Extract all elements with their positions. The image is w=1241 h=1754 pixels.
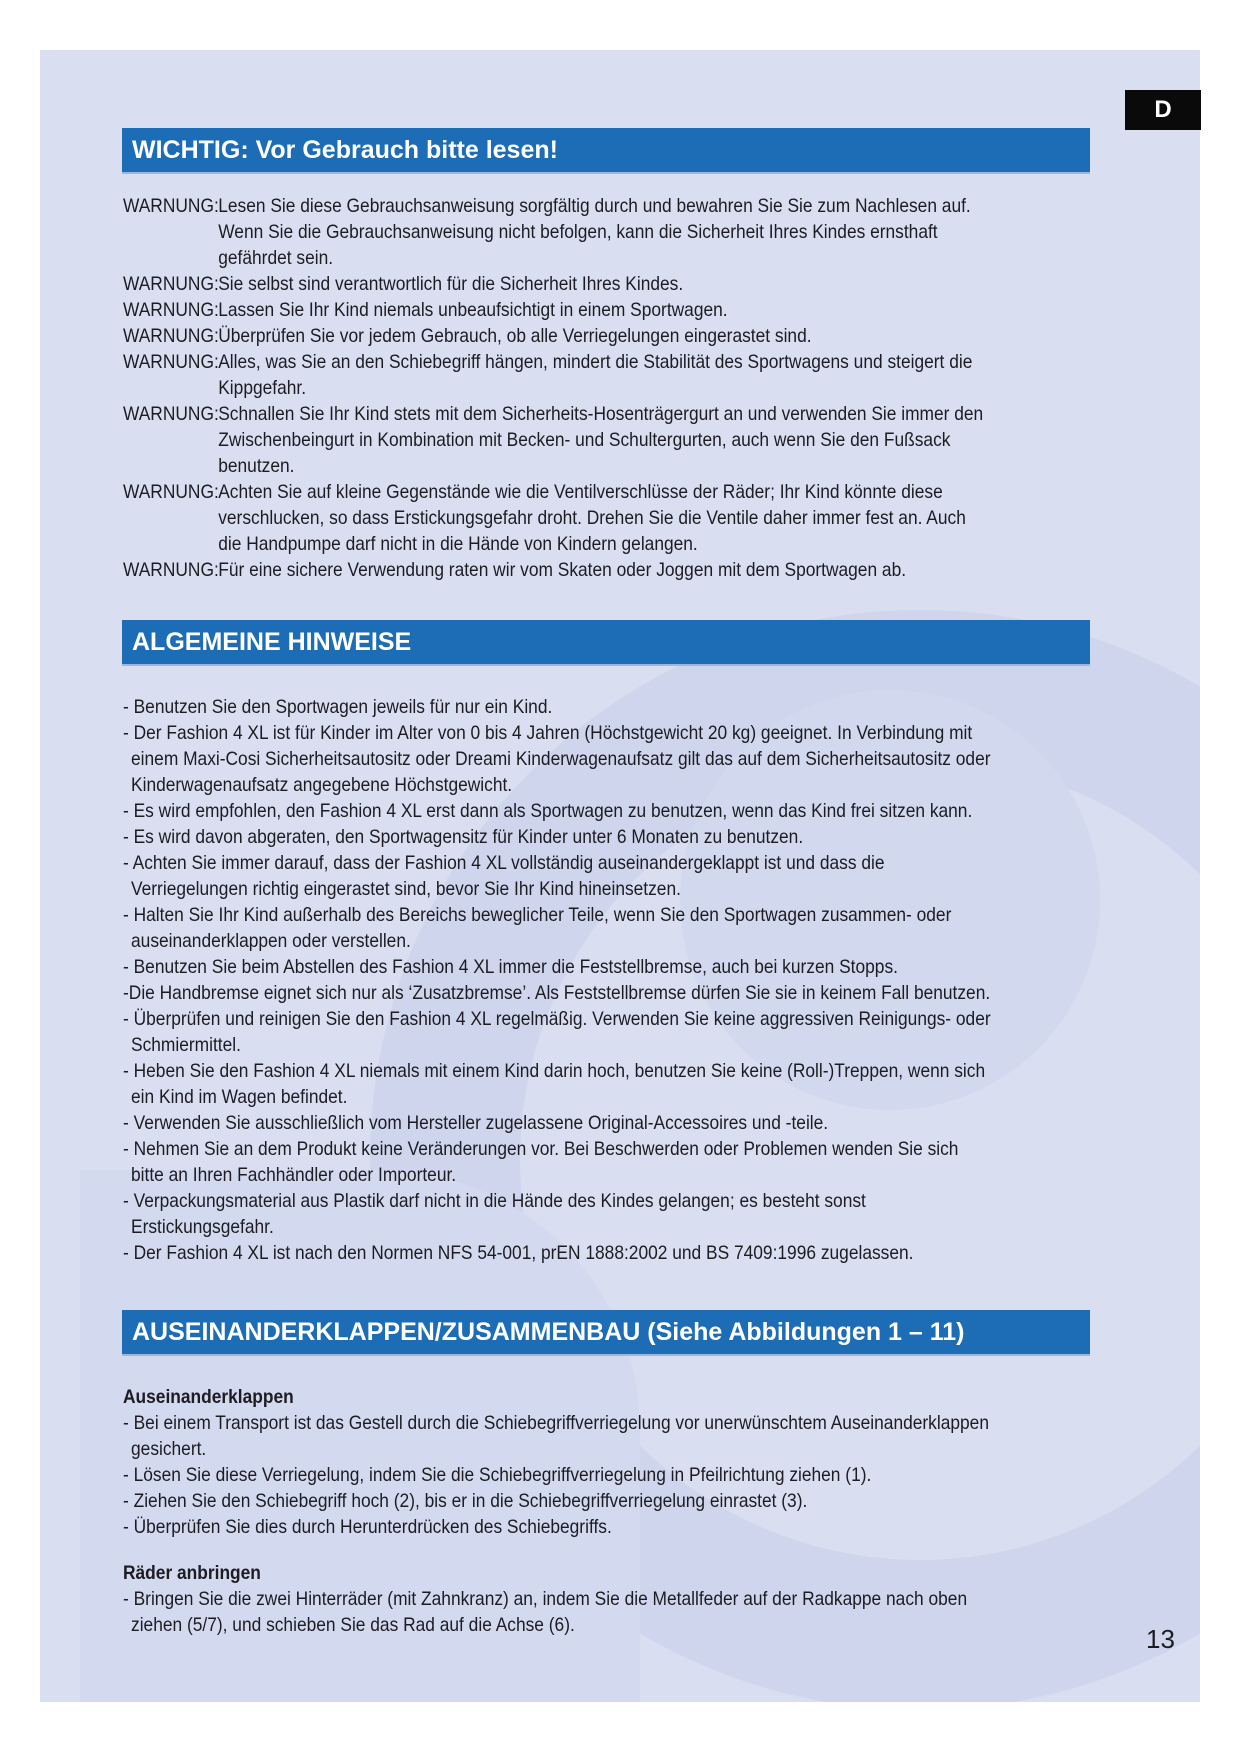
warning-item: WARNUNG:Sie selbst sind verantwortlich für die Sicherheit Ihres Kindes.	[123, 273, 684, 295]
list-item: - Ziehen Sie den Schiebegriff hoch (2), bis er in die Schiebegriffverriegelung einrastet (3).	[123, 1490, 808, 1512]
warning-item: WARNUNG:Alles, was Sie an den Schiebegriff hängen, mindert die Stabilität des Sportwagens und steigert die Kippgefahr.	[123, 351, 973, 399]
list-item: - Achten Sie immer darauf, dass der Fashion 4 XL vollständig auseinandergeklappt ist und dass die Verriegelungen richtig eingerastet sind, bevor Sie Ihr Kind hineinsetzen.	[123, 852, 885, 900]
list-item: - Bei einem Transport ist das Gestell durch die Schiebegriffverriegelung vor unerwünschtem Auseinanderklappen gesichert.	[123, 1412, 989, 1460]
section-title-hinweise: ALGEMEINE HINWEISE	[122, 620, 1090, 666]
warnings-list	[123, 193, 991, 583]
list-item: - Es wird empfohlen, den Fashion 4 XL erst dann als Sportwagen zu benutzen, wenn das Kind frei sitzen kann.	[123, 800, 973, 822]
spacer	[123, 1540, 991, 1560]
section-title-aufbau: AUSEINANDERKLAPPEN/ZUSAMMENBAU (Siehe Abbildungen 1 – 11)	[122, 1310, 1090, 1356]
list-item: - Benutzen Sie beim Abstellen des Fashion 4 XL immer die Feststellbremse, auch bei kurzen Stopps.	[123, 956, 898, 978]
warning-item: WARNUNG:Für eine sichere Verwendung raten wir vom Skaten oder Joggen mit dem Sportwagen ab.	[123, 559, 907, 581]
list-item: - Verpackungsmaterial aus Plastik darf nicht in die Hände des Kindes gelangen; es besteht sonst Erstickungsgefahr.	[123, 1190, 866, 1238]
list-item: - Lösen Sie diese Verriegelung, indem Sie die Schiebegriffverriegelung in Pfeilrichtung ziehen (1).	[123, 1464, 872, 1486]
list-item: - Der Fashion 4 XL ist für Kinder im Alter von 0 bis 4 Jahren (Höchstgewicht 20 kg) geeignet. In Verbindung mit einem Maxi-Cosi Sicherheitsautositz oder Dreami Kinderwagenaufsatz gilt das auf dem Sicherheitsautositz oder Kinderwagenaufsatz angegebene Höchstgewicht.	[123, 722, 991, 796]
warning-item: WARNUNG:Schnallen Sie Ihr Kind stets mit dem Sicherheits-Hosenträgergurt an und verwenden Sie immer den Zwischenbeingurt in Kombination mit Becken- und Schultergurten, auch wenn Sie den Fußsack benutzen.	[123, 403, 984, 477]
warning-item: WARNUNG:Achten Sie auf kleine Gegenstände wie die Ventilverschlüsse der Räder; Ihr Kind könnte diese verschlucken, so dass Erstickungsgefahr droht. Drehen Sie die Ventile daher immer fest an. Auch die Handpumpe darf nicht in die Hände von Kindern gelangen.	[123, 481, 966, 555]
language-tab: D	[1125, 90, 1201, 130]
warning-item: WARNUNG:Lassen Sie Ihr Kind niemals unbeaufsichtigt in einem Sportwagen.	[123, 299, 728, 321]
section-title-wichtig: WICHTIG: Vor Gebrauch bitte lesen!	[122, 128, 1090, 174]
warning-item: WARNUNG:Lesen Sie diese Gebrauchsanweisung sorgfältig durch und bewahren Sie Sie zum Nachlesen auf. Wenn Sie die Gebrauchsanweisung nicht befolgen, kann die Sicherheit Ihres Kindes ernsthaft gefährdet sein.	[123, 195, 971, 269]
assembly-instructions	[123, 1384, 991, 1638]
warning-item: WARNUNG:Überprüfen Sie vor jedem Gebrauch, ob alle Verriegelungen eingerastet sind.	[123, 325, 812, 347]
list-item: - Benutzen Sie den Sportwagen jeweils für nur ein Kind.	[123, 696, 553, 718]
list-item: - Verwenden Sie ausschließlich vom Hersteller zugelassene Original-Accessoires und -teile.	[123, 1112, 829, 1134]
list-item: -Die Handbremse eignet sich nur als ‘Zusatzbremse’. Als Feststellbremse dürfen Sie sie in keinem Fall benutzen.	[123, 982, 991, 1004]
page-number: 13	[1146, 1624, 1175, 1654]
list-item: - Nehmen Sie an dem Produkt keine Veränderungen vor. Bei Beschwerden oder Problemen wenden Sie sich bitte an Ihren Fachhändler oder Importeur.	[123, 1138, 959, 1186]
list-item: - Bringen Sie die zwei Hinterräder (mit Zahnkranz) an, indem Sie die Metallfeder auf der Radkappe nach oben ziehen (5/7), und schieben Sie das Rad auf die Achse (6).	[123, 1588, 968, 1636]
subsection-heading: Auseinanderklappen	[123, 1386, 294, 1408]
list-item: - Der Fashion 4 XL ist nach den Normen NFS 54-001, prEN 1888:2002 und BS 7409:1996 zugelassen.	[123, 1242, 914, 1264]
subsection-heading: Räder anbringen	[123, 1562, 261, 1584]
list-item: - Heben Sie den Fashion 4 XL niemals mit einem Kind darin hoch, benutzen Sie keine (Roll-)Treppen, wenn sich ein Kind im Wagen befindet.	[123, 1060, 986, 1108]
general-notes-list	[123, 694, 991, 1266]
list-item: - Es wird davon abgeraten, den Sportwagensitz für Kinder unter 6 Monaten zu benutzen.	[123, 826, 804, 848]
list-item: - Halten Sie Ihr Kind außerhalb des Bereichs beweglicher Teile, wenn Sie den Sportwagen zusammen- oder auseinanderklappen oder verstellen.	[123, 904, 952, 952]
list-item: - Überprüfen Sie dies durch Herunterdrücken des Schiebegriffs.	[123, 1516, 612, 1538]
list-item: - Überprüfen und reinigen Sie den Fashion 4 XL regelmäßig. Verwenden Sie keine aggressiven Reinigungs- oder Schmiermittel.	[123, 1008, 991, 1056]
